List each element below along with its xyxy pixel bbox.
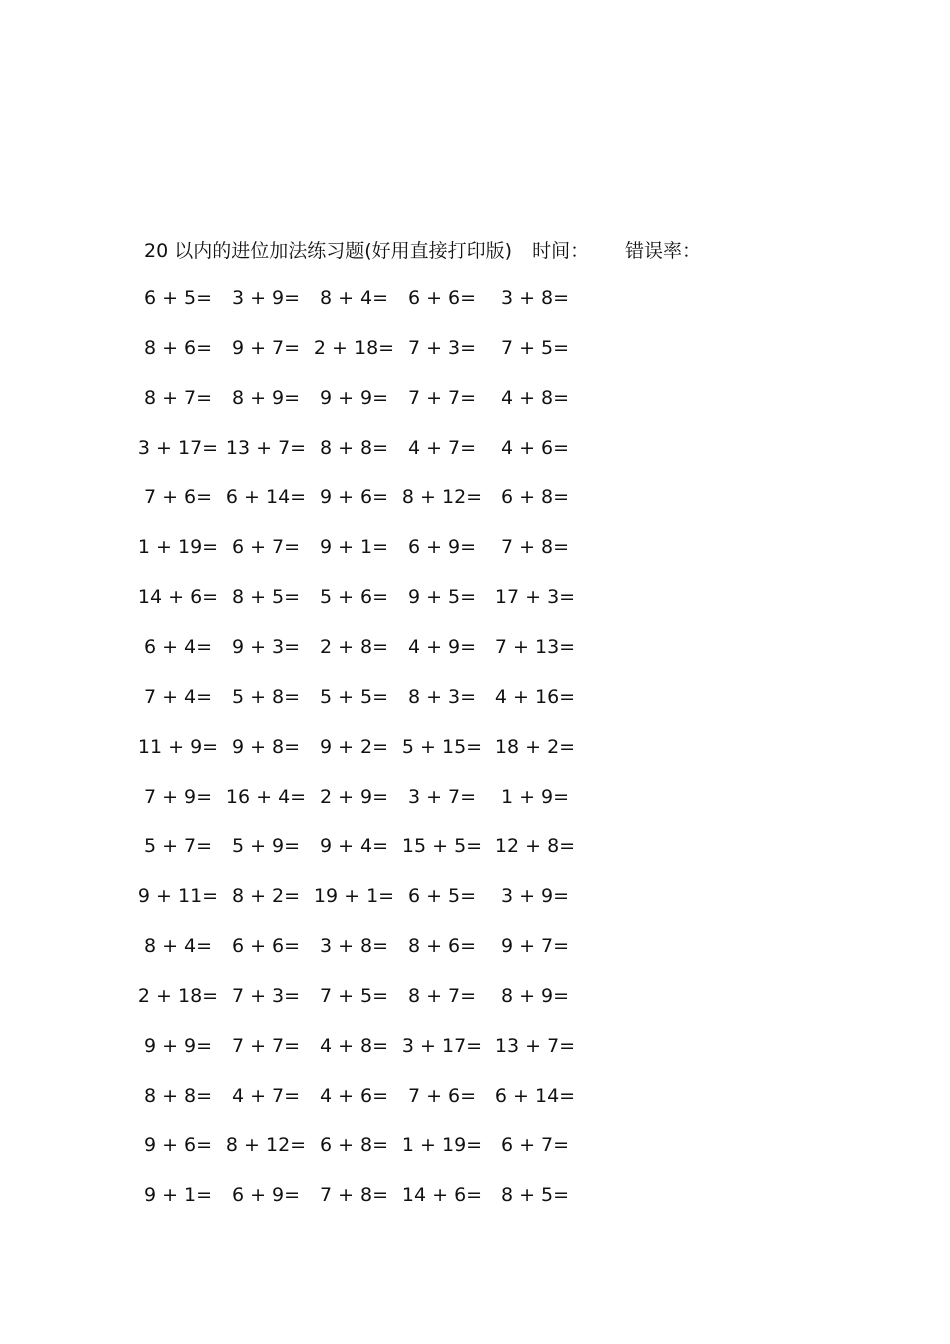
addition-problem: 8 + 3= — [407, 685, 477, 708]
addition-problem: 13 + 7= — [225, 436, 307, 459]
addition-problem: 16 + 4= — [225, 785, 307, 808]
addition-problem: 5 + 7= — [143, 835, 213, 858]
addition-problem: 8 + 2= — [231, 885, 301, 908]
addition-problem: 2 + 8= — [319, 635, 389, 658]
addition-problem: 9 + 1= — [143, 1184, 213, 1207]
addition-problem: 17 + 3= — [494, 586, 576, 609]
addition-problem: 7 + 9= — [143, 785, 213, 808]
worksheet-header — [144, 236, 702, 263]
addition-problem: 19 + 1= — [313, 885, 395, 908]
addition-problem: 2 + 9= — [319, 785, 389, 808]
addition-problem: 8 + 6= — [143, 336, 213, 359]
addition-problem: 6 + 9= — [231, 1184, 301, 1207]
addition-problem: 1 + 19= — [137, 536, 219, 559]
addition-problem: 8 + 5= — [231, 586, 301, 609]
addition-problem: 2 + 18= — [313, 336, 395, 359]
addition-problem: 12 + 8= — [494, 835, 576, 858]
addition-problem: 5 + 6= — [319, 586, 389, 609]
addition-problem: 6 + 8= — [319, 1134, 389, 1157]
addition-problem: 7 + 13= — [494, 635, 576, 658]
addition-problem: 9 + 6= — [143, 1134, 213, 1157]
addition-problem: 7 + 7= — [231, 1034, 301, 1057]
addition-problem: 5 + 9= — [231, 835, 301, 858]
addition-problem: 8 + 7= — [143, 386, 213, 409]
addition-problem: 8 + 6= — [407, 935, 477, 958]
addition-problem: 3 + 17= — [401, 1034, 483, 1057]
addition-problem: 3 + 17= — [137, 436, 219, 459]
addition-problem: 15 + 5= — [401, 835, 483, 858]
error-rate-label: 错误率： — [625, 240, 702, 262]
addition-problem: 6 + 5= — [143, 287, 213, 309]
addition-problem: 9 + 11= — [137, 885, 219, 908]
addition-problem: 5 + 5= — [319, 685, 389, 708]
addition-problem: 7 + 6= — [407, 1084, 477, 1107]
addition-problem: 6 + 5= — [407, 885, 477, 908]
addition-problem: 8 + 9= — [500, 984, 570, 1007]
addition-problem: 9 + 9= — [319, 386, 389, 409]
addition-problem: 13 + 7= — [494, 1034, 576, 1057]
addition-problem: 8 + 12= — [401, 486, 483, 509]
addition-problem: 18 + 2= — [494, 735, 576, 758]
addition-problem: 6 + 6= — [407, 287, 477, 309]
addition-problem: 4 + 16= — [494, 685, 576, 708]
addition-problem: 9 + 6= — [319, 486, 389, 509]
addition-problem: 6 + 4= — [143, 635, 213, 658]
addition-problem: 9 + 3= — [231, 635, 301, 658]
addition-problem: 8 + 4= — [319, 287, 389, 309]
addition-problem: 4 + 8= — [500, 386, 570, 409]
addition-problem: 4 + 7= — [407, 436, 477, 459]
addition-problem: 6 + 7= — [500, 1134, 570, 1157]
addition-problem: 9 + 1= — [319, 536, 389, 559]
addition-problem: 4 + 6= — [500, 436, 570, 459]
worksheet-title: 20 以内的进位加法练习题(好用直接打印版) — [144, 240, 513, 262]
addition-problem: 4 + 8= — [319, 1034, 389, 1057]
addition-problem: 6 + 14= — [225, 486, 307, 509]
addition-problem: 1 + 9= — [500, 785, 570, 808]
addition-problem: 4 + 6= — [319, 1084, 389, 1107]
addition-problem: 7 + 3= — [407, 336, 477, 359]
addition-problem: 8 + 5= — [500, 1184, 570, 1207]
addition-problem: 9 + 7= — [500, 935, 570, 958]
addition-problem: 7 + 8= — [319, 1184, 389, 1207]
addition-problem: 9 + 9= — [143, 1034, 213, 1057]
addition-problem: 14 + 6= — [137, 586, 219, 609]
addition-problem: 4 + 7= — [231, 1084, 301, 1107]
addition-problem: 8 + 8= — [143, 1084, 213, 1107]
addition-problem: 8 + 4= — [143, 935, 213, 958]
addition-problem: 9 + 8= — [231, 735, 301, 758]
addition-problem: 6 + 7= — [231, 536, 301, 559]
addition-problem: 7 + 4= — [143, 685, 213, 708]
addition-problem: 9 + 2= — [319, 735, 389, 758]
addition-problem: 7 + 3= — [231, 984, 301, 1007]
addition-problem: 8 + 7= — [407, 984, 477, 1007]
addition-problem: 7 + 5= — [319, 984, 389, 1007]
addition-problem: 6 + 6= — [231, 935, 301, 958]
addition-problem: 14 + 6= — [401, 1184, 483, 1207]
addition-problem: 6 + 14= — [494, 1084, 576, 1107]
addition-problem: 3 + 7= — [407, 785, 477, 808]
addition-problem: 7 + 7= — [407, 386, 477, 409]
addition-problem: 3 + 8= — [319, 935, 389, 958]
addition-problem: 5 + 15= — [401, 735, 483, 758]
addition-problem: 6 + 8= — [500, 486, 570, 509]
addition-problem: 9 + 7= — [231, 336, 301, 359]
addition-problem: 7 + 8= — [500, 536, 570, 559]
addition-problem: 3 + 9= — [231, 287, 301, 309]
addition-problem: 11 + 9= — [137, 735, 219, 758]
addition-problem: 6 + 9= — [407, 536, 477, 559]
addition-problem: 1 + 19= — [401, 1134, 483, 1157]
addition-problem: 4 + 9= — [407, 635, 477, 658]
addition-problem: 9 + 5= — [407, 586, 477, 609]
addition-problem: 7 + 5= — [500, 336, 570, 359]
addition-problem: 3 + 8= — [500, 287, 570, 309]
addition-problem: 8 + 8= — [319, 436, 389, 459]
addition-problem: 2 + 18= — [137, 984, 219, 1007]
addition-problem: 9 + 4= — [319, 835, 389, 858]
time-label: 时间： — [532, 240, 590, 262]
addition-problem: 5 + 8= — [231, 685, 301, 708]
addition-problem: 7 + 6= — [143, 486, 213, 509]
addition-problem: 3 + 9= — [500, 885, 570, 908]
addition-problem: 8 + 12= — [225, 1134, 307, 1157]
addition-problem: 8 + 9= — [231, 386, 301, 409]
